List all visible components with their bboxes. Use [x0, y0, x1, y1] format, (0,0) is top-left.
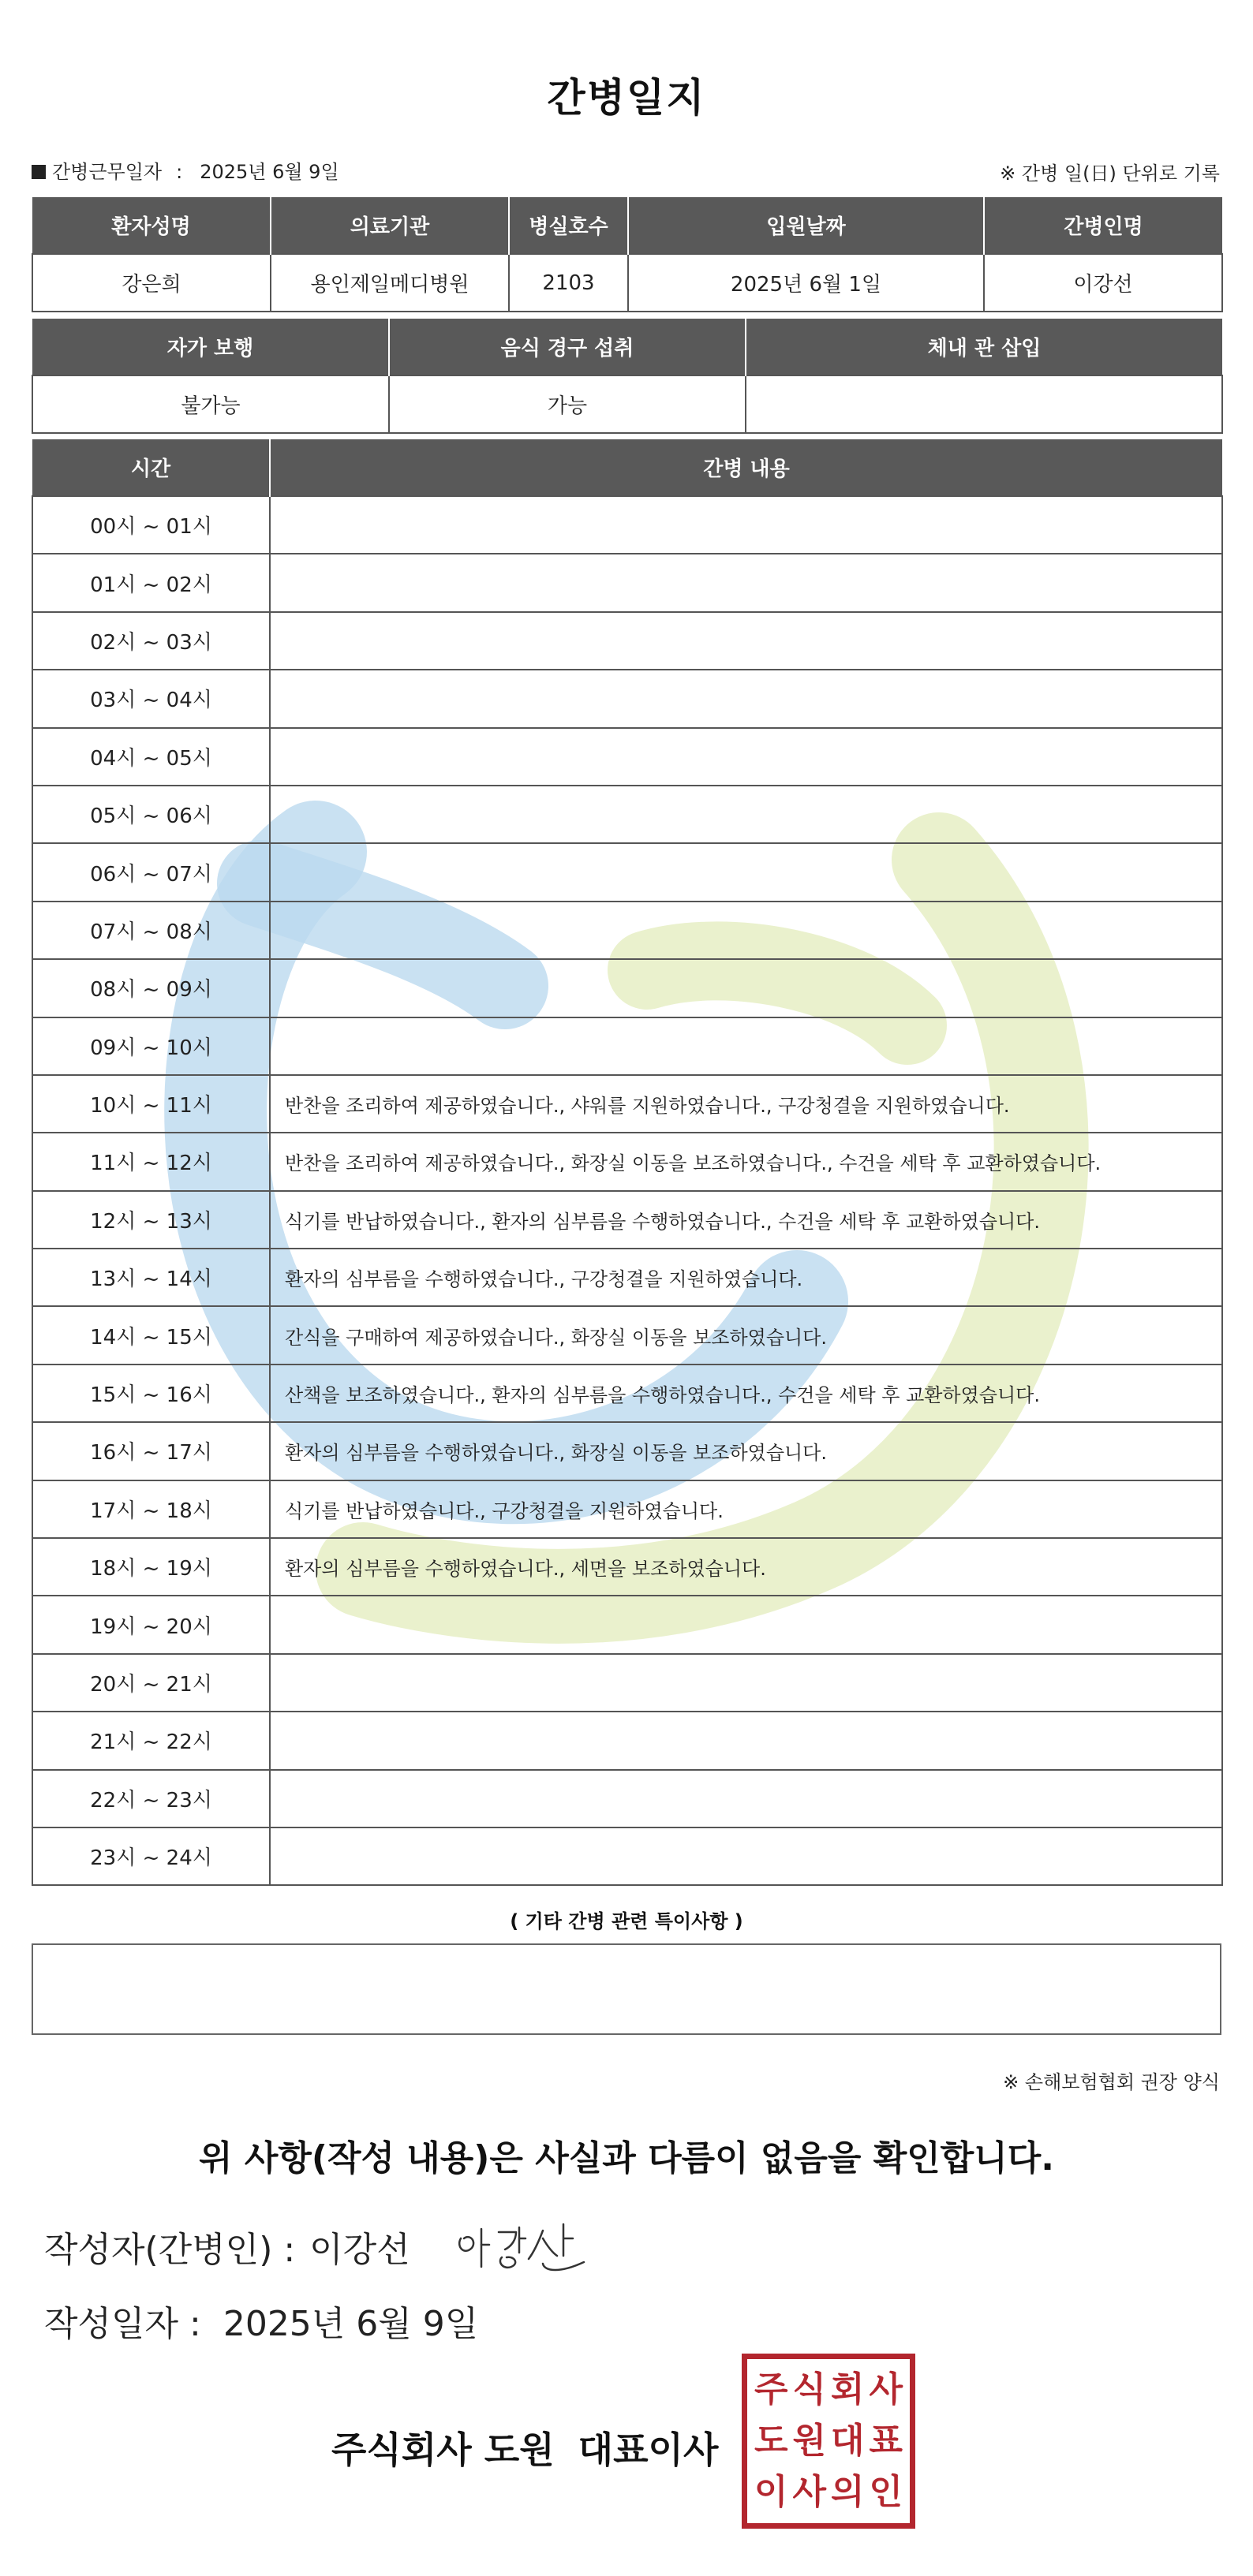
care-log-row — [32, 1827, 1222, 1885]
care-log-content: 간식을 구매하여 제공하였습니다., 화장실 이동을 보조하였습니다. — [270, 1306, 1222, 1364]
care-log-time: 10시 ~ 11시 — [32, 1075, 270, 1133]
care-log-row — [32, 902, 1222, 959]
care-log-time: 08시 ~ 09시 — [32, 959, 270, 1017]
written-date-value: 2025년 6월 9일 — [223, 2304, 479, 2344]
care-log-row — [32, 1596, 1222, 1653]
care-log-row — [32, 1654, 1222, 1712]
care-log-time: 15시 ~ 16시 — [32, 1365, 270, 1422]
company-name: 주식회사 도원 — [331, 2429, 555, 2471]
care-log-content: 식기를 반납하였습니다., 환자의 심부름을 수행하였습니다., 수건을 세탁 후 교환하였습니다. — [270, 1191, 1222, 1249]
caregiver-name-value: 이강선 — [984, 254, 1222, 312]
care-log-content — [270, 612, 1222, 670]
time-header: 시간 — [32, 439, 270, 496]
duty-date-row — [32, 156, 339, 184]
care-log-row — [32, 1538, 1222, 1596]
care-log-time: 12시 ~ 13시 — [32, 1191, 270, 1249]
care-log-content: 반찬을 조리하여 제공하였습니다., 화장실 이동을 보조하였습니다., 수건을 세탁 후 교환하였습니다. — [270, 1133, 1222, 1190]
care-log-row — [32, 1770, 1222, 1827]
special-notes-box — [32, 1943, 1221, 2035]
care-log-time: 17시 ~ 18시 — [32, 1480, 270, 1538]
care-log-row — [32, 1480, 1222, 1538]
patient-info-header-row — [32, 197, 1222, 254]
care-log-row — [32, 496, 1222, 554]
patient-name-value: 강은희 — [32, 254, 271, 312]
patient-info-table — [32, 197, 1223, 312]
care-log-time: 14시 ~ 15시 — [32, 1306, 270, 1364]
hospital-header: 의료기관 — [271, 197, 509, 254]
care-log-time: 07시 ~ 08시 — [32, 902, 270, 959]
care-log-time: 06시 ~ 07시 — [32, 843, 270, 901]
hospital-value: 용인제일메디병원 — [271, 254, 509, 312]
patient-status-header-row — [32, 319, 1222, 375]
duty-date-value: 2025년 6월 9일 — [200, 161, 339, 183]
care-log-row — [32, 728, 1222, 786]
care-log-content — [270, 1017, 1222, 1075]
confirmation-statement: 위 사항(작성 내용)은 사실과 다름이 없음을 확인합니다. — [199, 2138, 1054, 2178]
tube-insertion-header: 체내 관 삽입 — [746, 319, 1222, 375]
care-log-content — [270, 786, 1222, 843]
care-log-row — [32, 1249, 1222, 1306]
record-unit-note: ※ 간병 일(日) 단위로 기록 — [1000, 162, 1220, 185]
care-log-content: 환자의 심부름을 수행하였습니다., 구강청결을 지원하였습니다. — [270, 1249, 1222, 1306]
care-log-row — [32, 670, 1222, 727]
company-signature-line — [331, 2421, 718, 2473]
form-source-note: ※ 손해보험협회 권장 양식 — [1003, 2071, 1220, 2093]
care-log-row — [32, 786, 1222, 843]
care-log-time: 19시 ~ 20시 — [32, 1596, 270, 1653]
care-log-content — [270, 1712, 1222, 1769]
care-log-row — [32, 1017, 1222, 1075]
patient-status-value-row — [32, 375, 1222, 433]
ceo-title: 대표이사 — [578, 2429, 719, 2471]
patient-name-header: 환자성명 — [32, 197, 271, 254]
care-log-content: 환자의 심부름을 수행하였습니다., 세면을 보조하였습니다. — [270, 1538, 1222, 1596]
care-log-row — [32, 1712, 1222, 1769]
handwritten-signature — [450, 2215, 608, 2278]
patient-info-value-row — [32, 254, 1222, 312]
care-log-row — [32, 1133, 1222, 1190]
care-log-content — [270, 554, 1222, 611]
care-log-time: 23시 ~ 24시 — [32, 1827, 270, 1885]
care-log-table — [32, 439, 1223, 1886]
care-log-time: 09시 ~ 10시 — [32, 1017, 270, 1075]
written-date-row — [44, 2295, 478, 2346]
care-log-time: 03시 ~ 04시 — [32, 670, 270, 727]
care-log-row — [32, 1365, 1222, 1422]
care-log-row — [32, 1306, 1222, 1364]
care-log-time: 13시 ~ 14시 — [32, 1249, 270, 1306]
care-log-row — [32, 959, 1222, 1017]
care-log-row — [32, 1075, 1222, 1133]
care-log-content — [270, 1827, 1222, 1885]
care-log-content — [270, 728, 1222, 786]
care-log-row — [32, 554, 1222, 611]
company-seal-stamp: 주 식 회 사 도 원 대 표 이 사 의 인 — [742, 2354, 915, 2529]
square-bullet-icon — [32, 165, 46, 179]
care-log-content — [270, 959, 1222, 1017]
care-log-time: 00시 ~ 01시 — [32, 496, 270, 554]
care-log-content — [270, 1596, 1222, 1653]
caregiver-name-header: 간병인명 — [984, 197, 1222, 254]
care-log-content — [270, 1654, 1222, 1712]
care-log-time: 01시 ~ 02시 — [32, 554, 270, 611]
care-log-row — [32, 612, 1222, 670]
room-number-value: 2103 — [509, 254, 628, 312]
duty-date-colon: : — [176, 161, 183, 183]
special-notes-title: ( 기타 간병 관련 특이사항 ) — [510, 1910, 743, 1932]
writer-row — [44, 2221, 410, 2272]
care-log-content: 반찬을 조리하여 제공하였습니다., 샤워를 지원하였습니다., 구강청결을 지원하였습니다. — [270, 1075, 1222, 1133]
care-log-content: 환자의 심부름을 수행하였습니다., 화장실 이동을 보조하였습니다. — [270, 1422, 1222, 1480]
care-log-time: 05시 ~ 06시 — [32, 786, 270, 843]
care-log-time: 18시 ~ 19시 — [32, 1538, 270, 1596]
care-log-content — [270, 496, 1222, 554]
care-log-content: 식기를 반납하였습니다., 구강청결을 지원하였습니다. — [270, 1480, 1222, 1538]
admission-date-header: 입원날짜 — [628, 197, 984, 254]
care-log-time: 04시 ~ 05시 — [32, 728, 270, 786]
care-log-body — [32, 496, 1222, 1885]
page-title: 간병일지 — [547, 75, 706, 121]
care-log-row — [32, 1422, 1222, 1480]
written-date-label: 작성일자 : — [44, 2304, 201, 2344]
oral-intake-header: 음식 경구 섭취 — [389, 319, 746, 375]
tube-insertion-value — [746, 375, 1222, 433]
care-log-content — [270, 1770, 1222, 1827]
writer-label: 작성자(간병인) : — [44, 2230, 296, 2270]
patient-status-table — [32, 319, 1223, 434]
self-walking-value: 불가능 — [32, 375, 389, 433]
care-log-time: 02시 ~ 03시 — [32, 612, 270, 670]
care-log-row — [32, 1191, 1222, 1249]
writer-name: 이강선 — [309, 2230, 410, 2270]
room-number-header: 병실호수 — [509, 197, 628, 254]
care-log-header-row — [32, 439, 1222, 496]
care-log-row — [32, 843, 1222, 901]
care-log-time: 21시 ~ 22시 — [32, 1712, 270, 1769]
care-log-time: 11시 ~ 12시 — [32, 1133, 270, 1190]
oral-intake-value: 가능 — [389, 375, 746, 433]
duty-date-label: 간병근무일자 — [52, 161, 163, 183]
care-log-time: 20시 ~ 21시 — [32, 1654, 270, 1712]
care-log-content: 산책을 보조하였습니다., 환자의 심부름을 수행하였습니다., 수건을 세탁 후 교환하였습니다. — [270, 1365, 1222, 1422]
care-log-time: 22시 ~ 23시 — [32, 1770, 270, 1827]
admission-date-value: 2025년 6월 1일 — [628, 254, 984, 312]
care-log-time: 16시 ~ 17시 — [32, 1422, 270, 1480]
care-log-content — [270, 843, 1222, 901]
care-content-header: 간병 내용 — [270, 439, 1222, 496]
care-log-content — [270, 902, 1222, 959]
self-walking-header: 자가 보행 — [32, 319, 389, 375]
care-log-content — [270, 670, 1222, 727]
